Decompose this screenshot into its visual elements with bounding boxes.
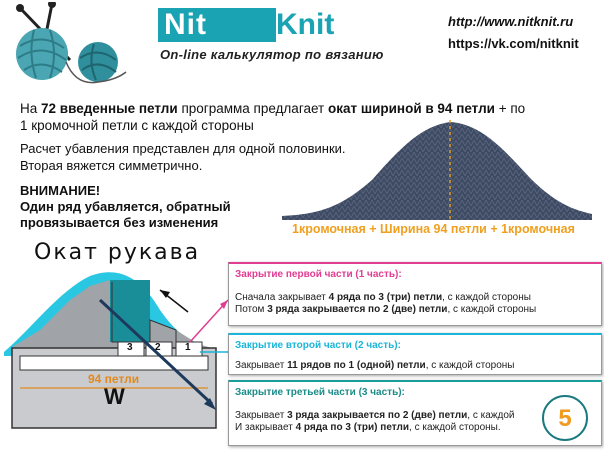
part2-title: Закрытие второй части (2 часть): xyxy=(235,340,401,351)
cap-width-value: окат шириной в 94 петли xyxy=(327,101,495,116)
warning-note xyxy=(20,183,231,231)
text-part-bold: 3 ряда закрывается по 2 (две) петли xyxy=(287,410,468,421)
yarn-ball-logo-icon xyxy=(6,2,134,88)
part1-line2 xyxy=(235,304,595,316)
stitches-in-value: 72 введенные петли xyxy=(41,101,178,116)
intro-text-part: 1 кромочной петли с каждой стороны xyxy=(20,118,254,133)
section-label-1: 1 xyxy=(185,342,191,353)
text-part-bold: 3 ряда закрывается по 2 (две) петли xyxy=(267,304,448,315)
text-part: Потом xyxy=(235,304,268,315)
sleeve-cap-photo xyxy=(282,110,592,220)
text-part-bold: 4 ряда по 3 (три) петли xyxy=(328,292,443,303)
width-label: 94 петли xyxy=(88,372,140,386)
text-part-bold: 4 ряда по 3 (три) петли xyxy=(295,422,410,433)
warning-heading: ВНИМАНИЕ! xyxy=(20,183,101,198)
warning-line: провязывается без изменения xyxy=(20,215,219,230)
section-label-2: 2 xyxy=(155,342,161,353)
text-part: , с каждой стороны xyxy=(425,360,515,371)
text-part: , с каждой стороны xyxy=(447,304,537,315)
part1-line1 xyxy=(235,292,595,304)
section-label-3: 3 xyxy=(127,342,133,353)
part1-closure-box xyxy=(228,262,602,326)
text-part-bold: 11 рядов по 1 (одной) петли xyxy=(287,360,426,371)
vk-url-link[interactable]: https://vk.com/nitknit xyxy=(448,36,579,51)
part2-closure-box xyxy=(228,333,602,375)
calc-line: Вторая вяжется симметрично. xyxy=(20,158,203,173)
intro-text-part: программа предлагает xyxy=(177,101,328,116)
text-part: Закрывает xyxy=(235,410,288,421)
sleeve-cap-title: Окат рукава xyxy=(34,240,201,265)
text-part: Сначала закрывает xyxy=(235,292,329,303)
text-part: , с каждой стороны xyxy=(442,292,531,303)
text-part: Закрывает xyxy=(235,360,288,371)
tagline: On-line калькулятор по вязанию xyxy=(160,47,384,62)
text-part: , с каждой стороны. xyxy=(409,422,501,433)
site-url-link[interactable]: http://www.nitknit.ru xyxy=(448,14,574,29)
part1-title: Закрытие первой части (1 часть): xyxy=(235,269,402,280)
photo-caption: 1кромочная + Ширина 94 петли + 1кромочная xyxy=(292,222,575,236)
sleeve-cap-diagram xyxy=(0,262,236,453)
intro-text-part: На xyxy=(20,101,42,116)
part3-title: Закрытие третьей части (3 часть): xyxy=(235,387,405,398)
part2-line1 xyxy=(235,360,595,372)
text-part: И закрывает xyxy=(235,422,296,433)
part3-line2 xyxy=(235,422,595,434)
warning-line: Один ряд убавляется, обратный xyxy=(20,199,231,214)
intro-text-part: + по xyxy=(494,101,526,116)
part3-line1 xyxy=(235,410,595,422)
text-part: , с каждой xyxy=(467,410,515,421)
brand-logo-knit: Knit xyxy=(276,8,335,41)
step-number-badge: 5 xyxy=(542,395,588,441)
brand-logo-nit: Nit xyxy=(158,8,276,42)
w-label: W xyxy=(104,384,125,409)
calc-line: Расчет убавления представлен для одной половинки. xyxy=(20,141,346,156)
